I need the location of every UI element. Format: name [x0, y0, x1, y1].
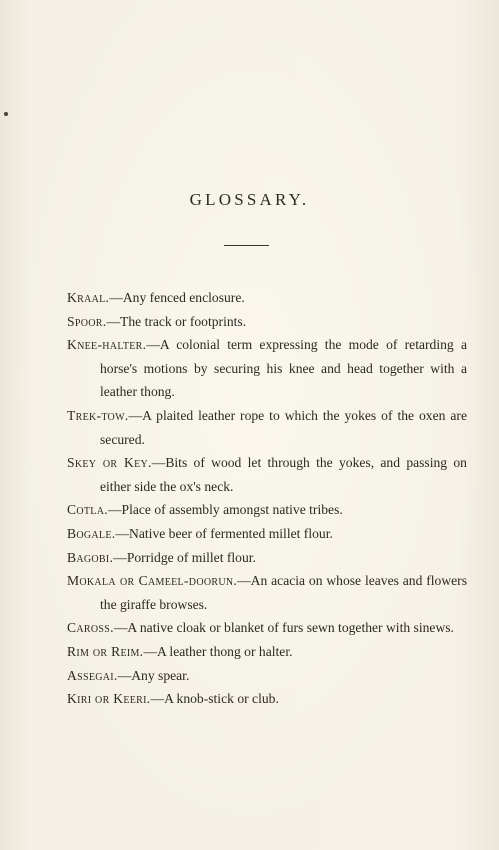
glossary-entry [67, 498, 467, 522]
glossary-term: Spoor. [67, 313, 107, 329]
glossary-definition: —Any spear. [117, 667, 190, 683]
paper-speck [4, 112, 8, 116]
glossary-term: Kiri or Keeri. [67, 691, 151, 707]
glossary-entry [67, 616, 467, 640]
glossary-entry [67, 640, 467, 664]
glossary-term: Assegai. [67, 667, 118, 683]
glossary-entry [67, 404, 467, 451]
glossary-term: Caross. [67, 620, 114, 636]
glossary-definition: —A colonial term expressing the mode of retarding a horse's motions by securing his knee and head together with a leather thong. [100, 337, 467, 400]
glossary-definition: —Any fenced enclosure. [109, 290, 245, 305]
glossary-term: Skey or Key. [67, 455, 152, 471]
glossary-entry [67, 522, 467, 546]
glossary-term: Cotla. [67, 502, 108, 518]
glossary-definition: —An acacia on whose leaves and flowers the giraffe browses. [100, 573, 467, 612]
glossary-entry [67, 664, 467, 688]
glossary-definition: —Bits of wood let through the yokes, and passing on either side the ox's neck. [100, 455, 467, 494]
glossary-entry [67, 333, 467, 404]
glossary-entry [67, 286, 467, 310]
glossary-term: Kraal. [67, 290, 110, 305]
glossary-entry [67, 546, 467, 570]
glossary-term: Knee-halter. [67, 337, 147, 353]
glossary-definition: —Place of assembly amongst native tribes. [107, 502, 343, 518]
glossary-entry [67, 451, 467, 498]
glossary-term: Trek-tow. [67, 407, 129, 423]
glossary-list [67, 286, 467, 711]
glossary-term: Mokala or Cameel-doorun. [67, 573, 238, 589]
glossary-entry [67, 310, 467, 334]
glossary-term: Bagobi. [67, 549, 114, 565]
glossary-term: Rim or Reim. [67, 643, 144, 659]
glossary-definition: —The track or footprints. [106, 313, 247, 329]
glossary-definition: —A plaited leather rope to which the yokes of the oxen are secured. [100, 407, 467, 447]
title-rule [224, 245, 269, 246]
glossary-entry [67, 569, 467, 616]
glossary-definition: —A leather thong or halter. [143, 643, 293, 659]
glossary-entry [67, 687, 467, 711]
glossary-definition: —A native cloak or blanket of furs sewn together with sinews. [113, 620, 454, 636]
glossary-definition: —Porridge of millet flour. [113, 549, 256, 565]
glossary-definition: —Native beer of fermented millet flour. [115, 525, 333, 541]
glossary-definition: —A knob-stick or club. [150, 691, 279, 707]
page-title: GLOSSARY. [189, 190, 310, 209]
glossary-term: Bogale. [67, 525, 116, 541]
